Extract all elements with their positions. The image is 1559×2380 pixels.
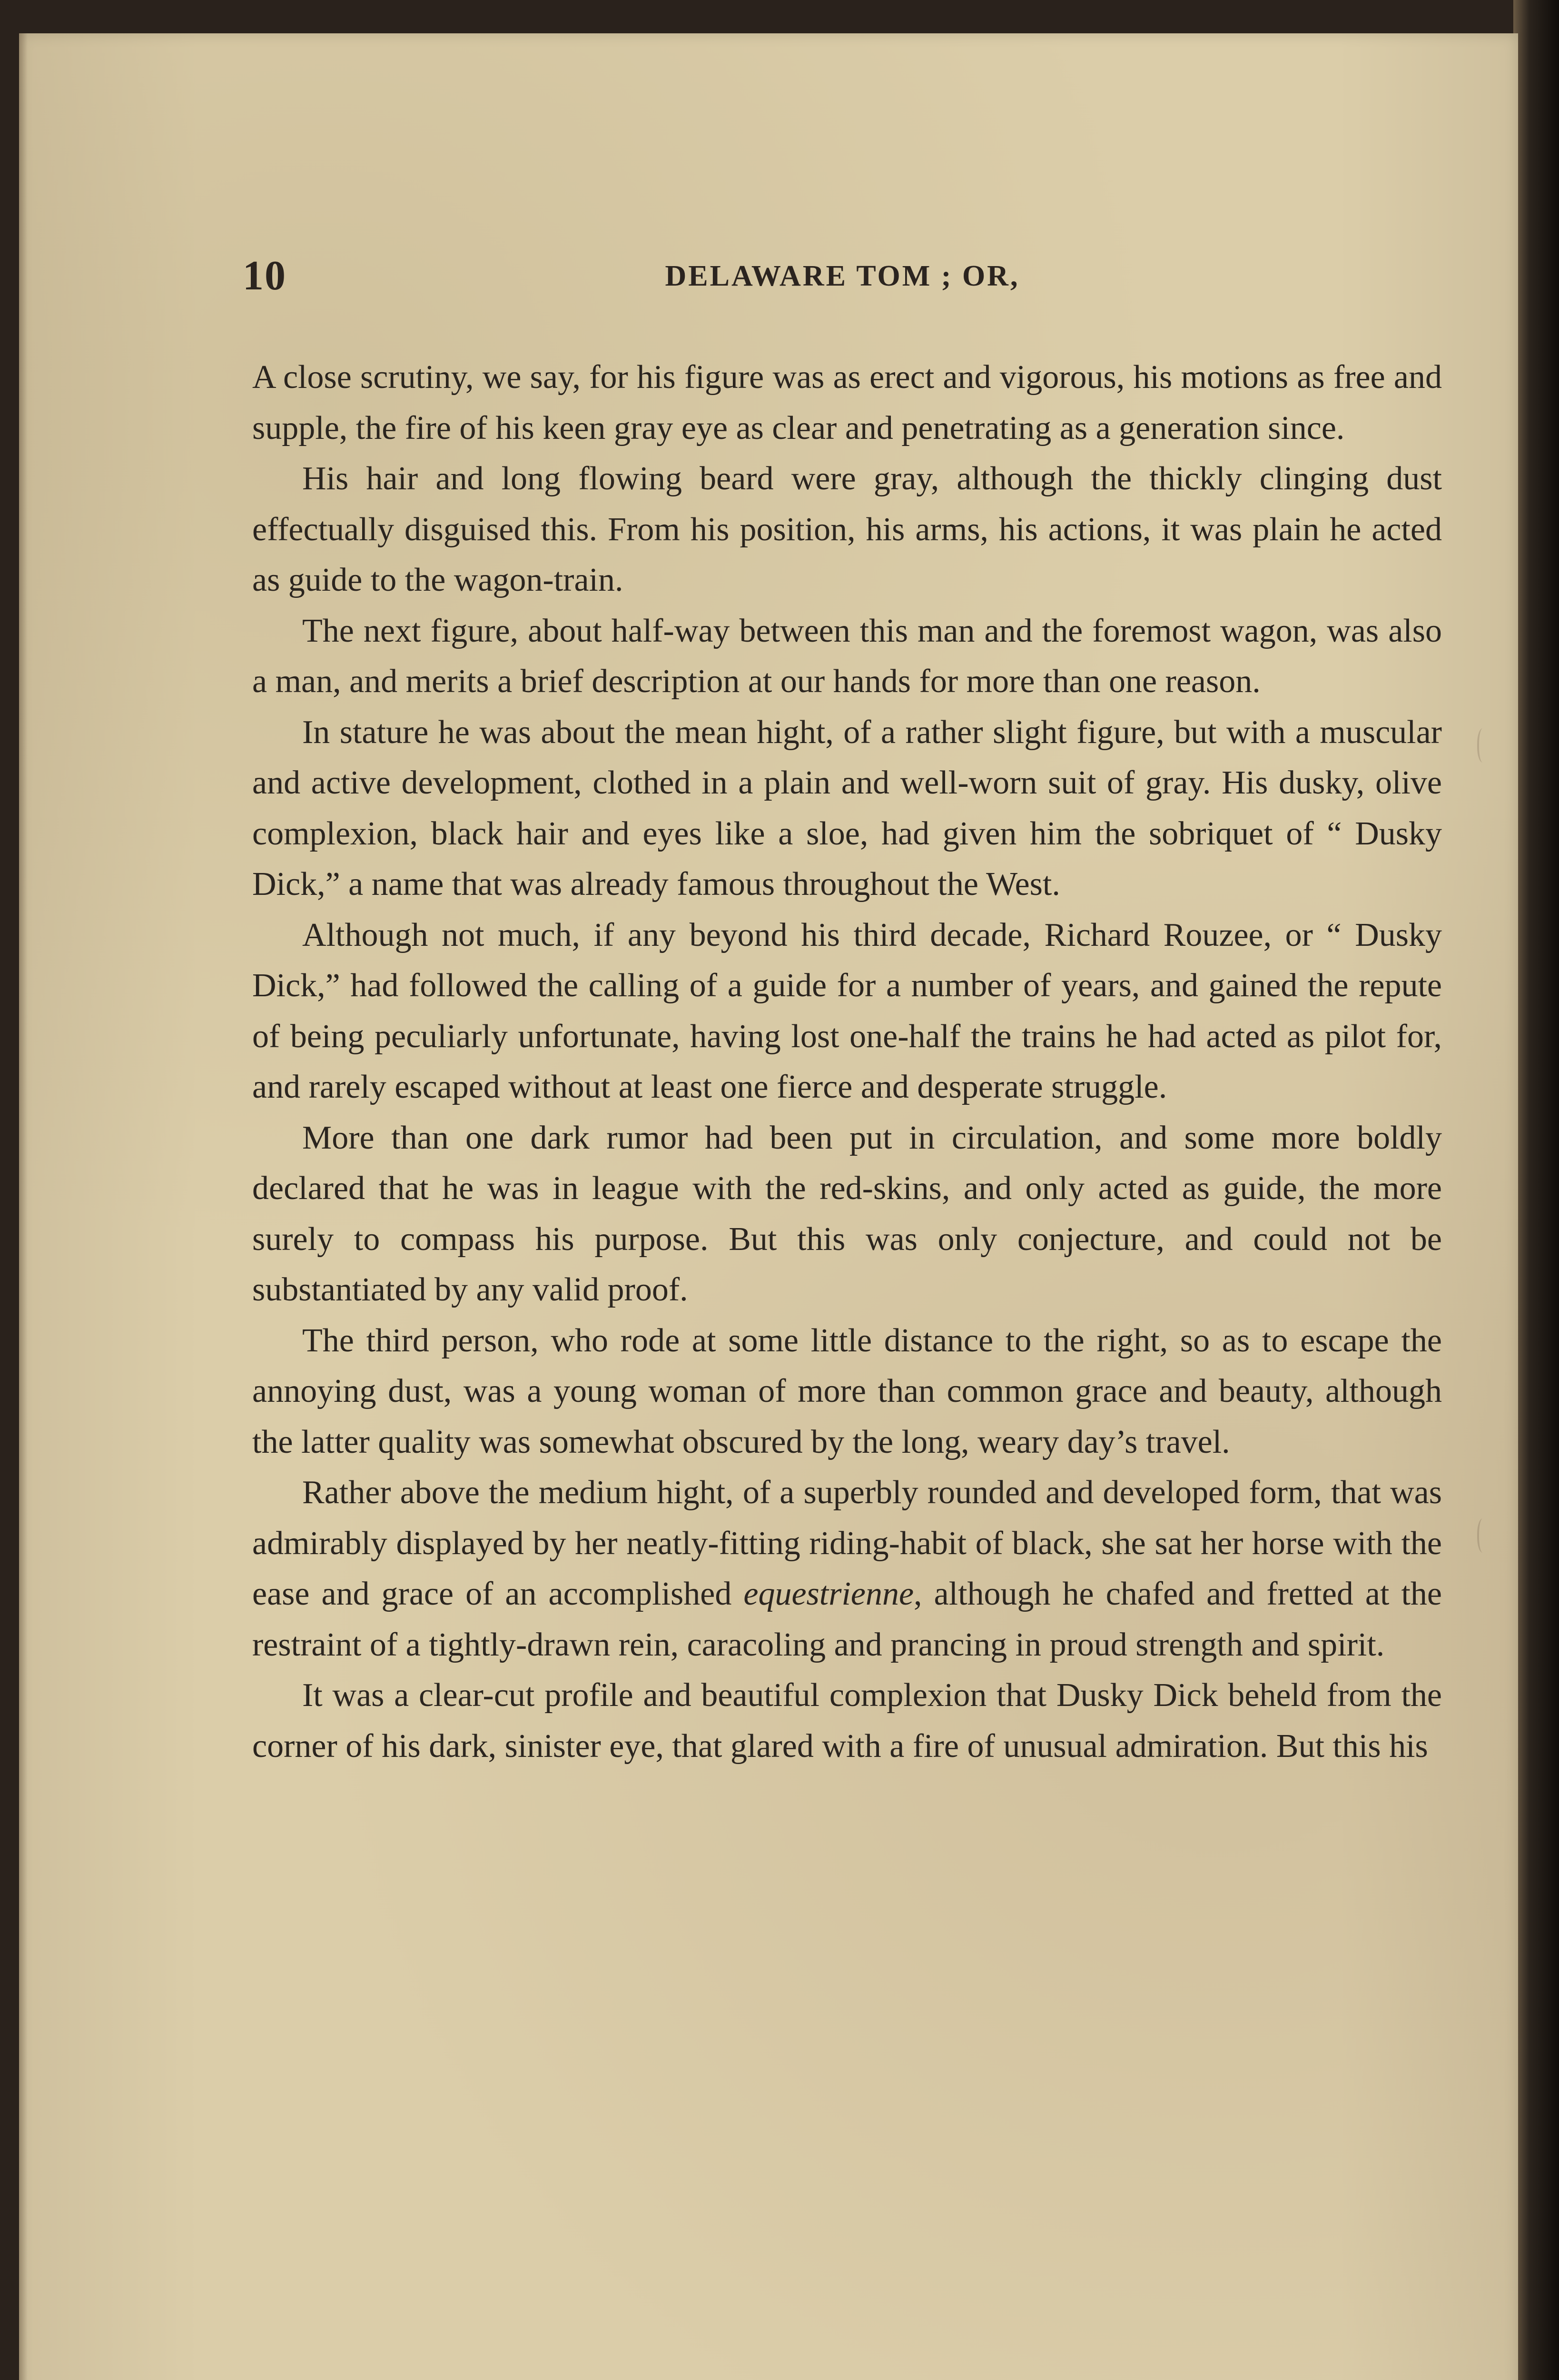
running-title: DELAWARE TOM ; OR, [665,260,1020,292]
paragraph-8-text-end: , although he chafed and fretted at the restraint of a tightly-drawn rein, caracoling and prancing in proud strength and spirit. [252,1576,1442,1663]
paragraph-8-text-start: Rather above the medium hight, of a superbly rounded and developed form, that was admirably displayed by her neatly-fitting riding-habit of black, she sat her horse with the ease and grace of an accomplished [252,1474,1442,1612]
running-head [243,250,1442,302]
paragraph-7: The third person, who rode at some little distance to the right, so as to escape the annoying dust, was a young woman of more than common grace and beauty, although the latter quality was somewhat obscured by the long, weary day’s travel. [252,1322,1442,1460]
book-spine-shadow [1513,0,1559,2380]
page-fold-mark [1477,1518,1490,1553]
paragraph-5: Although not much, if any beyond his third decade, Richard Rouzee, or “ Dusky Dick,” had followed the calling of a guide for a number of years, and gained the repute of being peculiarly unfortunate, having lost one-half the trains he had acted as pilot for, and rarely escaped without at least one fierce and desperate struggle. [252,916,1442,1105]
paragraph-6: More than one dark rumor had been put in circulation, and some more boldly declared that he was in league with the red-skins, and only acted as guide, the more surely to compass his purpose. But this was only conjecture, and could not be substantiated by any valid proof. [252,1119,1442,1308]
paragraph-2: His hair and long flowing beard were gray, although the thickly clinging dust effectually disguised this. From his position, his arms, his actions, it was plain he acted as guide to the wagon-train. [252,460,1442,598]
page-edge-shadow [19,33,28,2380]
book-page [19,33,1518,2380]
page-number: 10 [243,253,286,299]
paragraph-1: A close scrutiny, we say, for his figure was as erect and vigorous, his motions as free and supple, the fire of his keen gray eye as clear and penetrating as a generation since. [252,359,1442,446]
paragraph-8 [252,1468,1442,1670]
paragraph-9: It was a clear-cut profile and beautiful complexion that Dusky Dick beheld from the corner of his dark, sinister eye, that glared with a fire of unusual admiration. But this his [252,1677,1442,1765]
paragraph-4: In stature he was about the mean hight, of a rather slight figure, but with a muscular and active development, clothed in a plain and well-worn suit of gray. His dusky, olive complexion, black hair and eyes like a sloe, had given him the sobriquet of “ Dusky Dick,” a name that was already famous throughout the West. [252,714,1442,902]
body-text [252,352,1442,1772]
paragraph-3: The next figure, about half-way between this man and the foremost wagon, was also a man, and merits a brief description at our hands for more than one reason. [252,612,1442,700]
page-fold-mark [1477,728,1490,763]
paragraph-8-italic-word: equestrienne [743,1576,914,1612]
